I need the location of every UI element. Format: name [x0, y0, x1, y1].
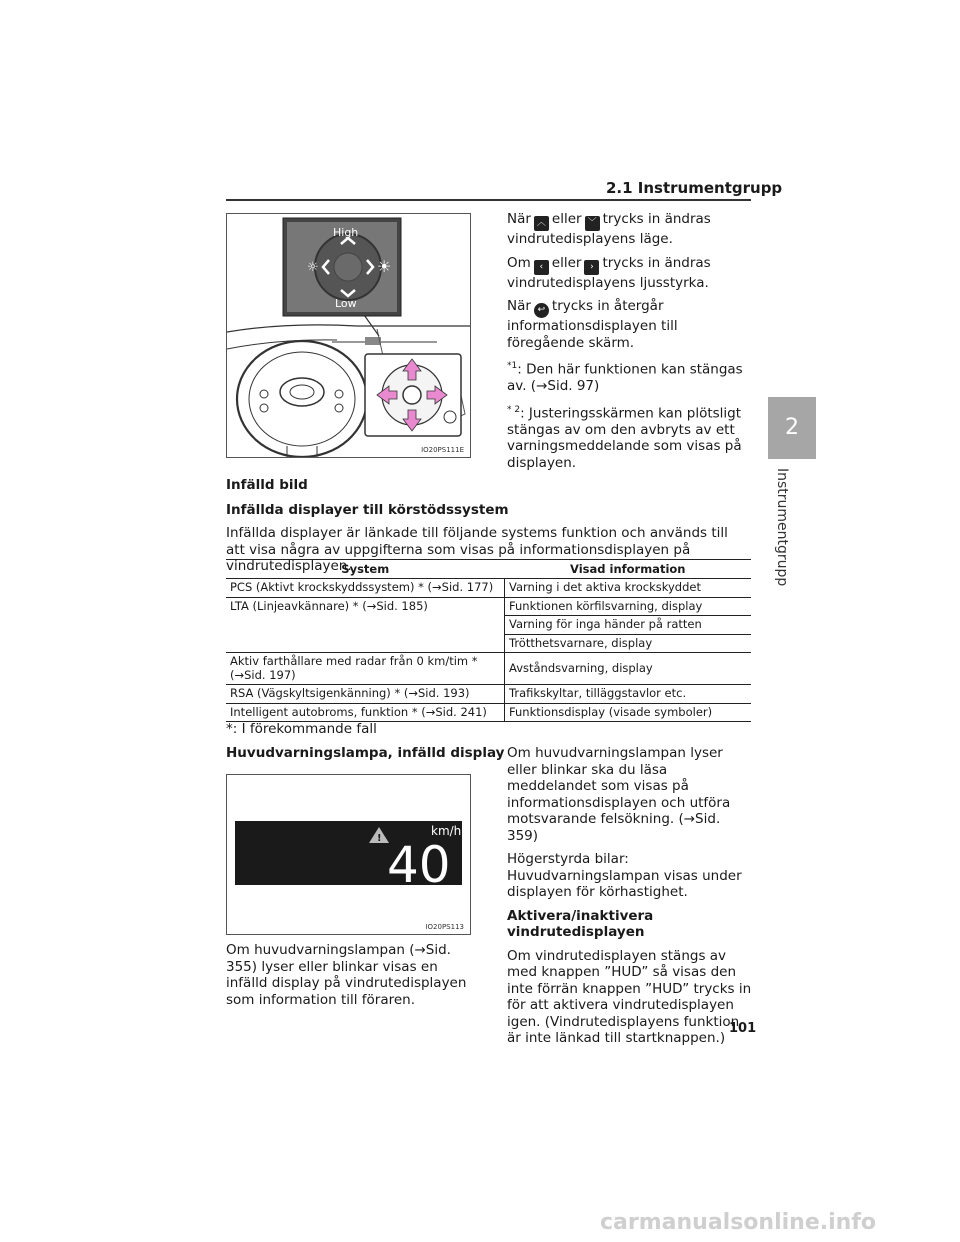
p3-b: trycks in återgår informationsdisplayen till föregående skärm. — [507, 298, 678, 351]
heading-warning-lamp: Huvudvarningslampa, infälld display — [226, 745, 505, 761]
chevron-right-icon: › — [584, 260, 599, 275]
speed-unit: km/h — [431, 824, 462, 838]
warning-left-text: Om huvudvarningslampan (→Sid. 355) lyser eller blinkar visas en infälld display på vindrutedisplayen som information till föraren. — [226, 942, 467, 1008]
page-number: 101 — [729, 1021, 757, 1036]
cell-info: Varning i det aktiva krockskyddet — [505, 579, 752, 598]
cell-info: Trötthetsvarnare, display — [505, 634, 752, 653]
back-button-icon: ↩ — [534, 303, 549, 318]
figure1-code: IO20PS111E — [421, 446, 464, 454]
p2-a: Om — [507, 254, 531, 271]
figure-hud-controls — [226, 213, 471, 458]
chapter-tab[interactable]: 2 — [768, 397, 816, 459]
cell-system: PCS (Aktivt krockskyddssystem) * (→Sid. 177) — [226, 579, 505, 598]
table-row — [226, 685, 751, 704]
chevron-down-icon: ﹀ — [585, 216, 600, 231]
cell-info: Funktionen körfilsvarning, display — [505, 597, 752, 616]
intro-paragraph: Infällda displayer är länkade till följande systems funktion och används till att visa några av uppgifterna som visas på informationsdisplayen på vindrutedisplayen. — [226, 525, 728, 574]
warning-right-p2: Högerstyrda bilar: Huvudvarningslampan visas under displayen för körhastighet. — [507, 851, 742, 900]
cell-info: Funktionsdisplay (visade symboler) — [505, 703, 752, 722]
chapter-label — [768, 468, 794, 587]
system-table — [226, 559, 751, 722]
cell-system: RSA (Vägskyltsigenkänning) * (→Sid. 193) — [226, 685, 505, 704]
chevron-left-icon: ‹ — [534, 260, 549, 275]
heading-inset-image: Infälld bild — [226, 477, 308, 493]
footnote1-text: : Den här funktionen kan stängas av. (→Sid. 97) — [507, 361, 743, 394]
chapter-label-text: Instrumentgrupp — [774, 468, 790, 587]
label-high: High — [333, 226, 359, 239]
steering-wheel-illustration — [227, 214, 470, 457]
cell-info: Avståndsvarning, display — [505, 653, 752, 685]
cell-system: Aktiv farthållare med radar från 0 km/tim * (→Sid. 197) — [226, 653, 505, 685]
warning-right-p1: Om huvudvarningslampan lyser eller blinkar ska du läsa meddelandet som visas på informationsdisplayen och utföra motsvarande felsökning. (→Sid. 359) — [507, 745, 731, 844]
svg-text:☀: ☀ — [377, 257, 392, 276]
heading-hud-toggle: Aktivera/inaktivera vindrutedisplayen — [507, 907, 654, 940]
cell-info: Varning för inga händer på ratten — [505, 616, 752, 635]
footnote2-text: : Justeringsskärmen kan plötsligt stängas av om den avbryts av ett varningsmeddelande som visas på displayen. — [507, 405, 742, 471]
p1-b: eller — [551, 211, 582, 227]
table-row — [226, 579, 751, 598]
cell-system: Intelligent autobroms, funktion * (→Sid. 241) — [226, 703, 505, 722]
chevron-up-icon: ︿ — [534, 216, 549, 231]
col-info: Visad information — [505, 560, 752, 579]
label-low: Low — [335, 297, 357, 310]
cell-info: Trafikskyltar, tilläggstavlor etc. — [505, 685, 752, 704]
footnote-star: *: I förekommande fall — [226, 721, 377, 737]
hud-speed-illustration — [227, 775, 470, 934]
speed-value: 40 — [387, 836, 451, 894]
p2-c: trycks in ändras vindrutedisplayens ljusstyrka. — [507, 254, 711, 291]
watermark: carmanualsonline.info — [600, 1210, 876, 1235]
footnote1-mark: *1 — [507, 361, 518, 371]
section-title: 2.1 Instrumentgrupp — [606, 179, 783, 197]
p2-b: eller — [551, 254, 582, 271]
heading-driver-assist: Infällda displayer till körstödssystem — [226, 502, 509, 518]
right-col-instructions — [507, 211, 752, 471]
table-row — [226, 703, 751, 722]
table-row — [226, 597, 751, 616]
warning-right-col — [507, 745, 752, 1047]
p3-a: När — [507, 298, 531, 314]
warning-right-p3: Om vindrutedisplayen stängs av med knappen ”HUD” så visas den inte förrän knappen ”HUD” trycks in för att aktivera vindrutedisplayen igen. (Vindrutedisplayens funktion är inte länkad till startknappen.) — [507, 947, 752, 1046]
header-rule — [226, 199, 751, 201]
table-row — [226, 653, 751, 685]
col-system: System — [226, 560, 505, 579]
figure-hud-speed — [226, 774, 471, 935]
svg-text:!: ! — [377, 833, 382, 844]
p1-a: När — [507, 211, 531, 227]
cell-system: LTA (Linjeavkännare) * (→Sid. 185) — [226, 597, 505, 653]
p1-c: trycks in ändras vindrutedisplayens läge. — [507, 211, 711, 247]
footnote2-mark: * 2 — [507, 404, 521, 415]
figure2-code: IO20PS113 — [425, 923, 464, 931]
svg-text:☼: ☼ — [307, 260, 319, 275]
